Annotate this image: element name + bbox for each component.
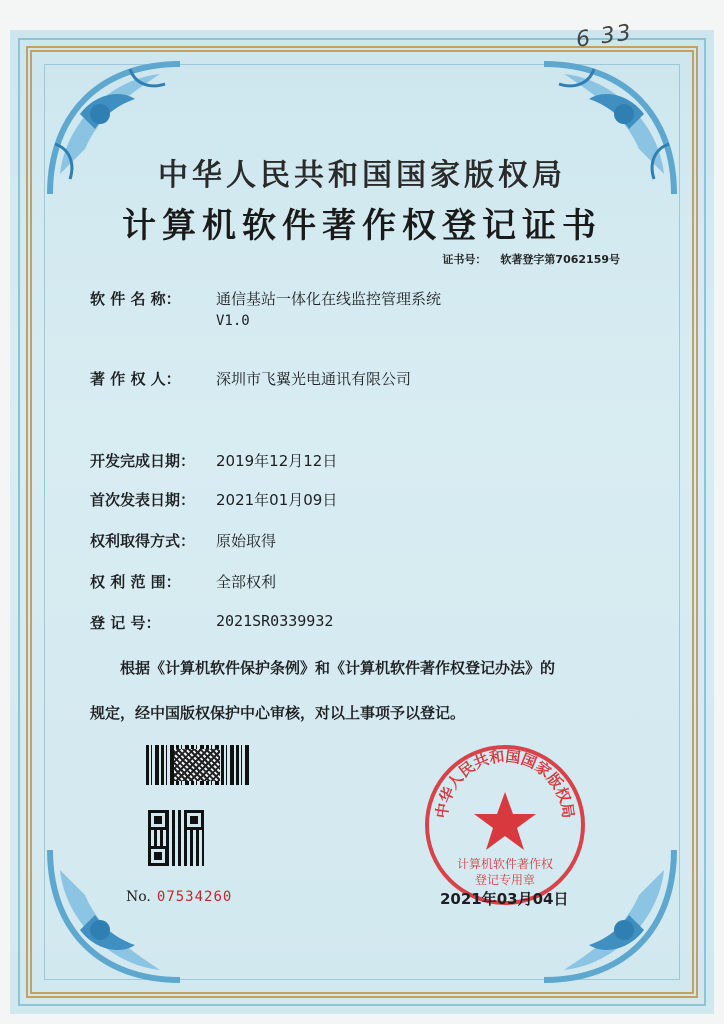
field-registration-number: [90, 612, 333, 633]
field-value: [216, 288, 441, 329]
seal-star-icon: [474, 792, 536, 850]
field-value: 深圳市飞翼光电通讯有限公司: [216, 370, 412, 388]
field-label: 软 件 名 称：: [90, 290, 181, 308]
field-value: 2021SR0339932: [216, 612, 334, 630]
barcode: [146, 745, 250, 785]
qr-code: [148, 810, 204, 866]
field-label: 首次发表日期：: [90, 491, 196, 509]
software-version: V1.0: [216, 313, 250, 329]
field-copyright-owner: [90, 368, 411, 389]
statement-line-2: 规定，经中国版权保护中心审核，对以上事项予以登记。: [90, 704, 466, 722]
field-label: 权利取得方式：: [90, 532, 196, 550]
statement: [90, 646, 642, 736]
field-rights-scope: [90, 571, 276, 592]
field-value: 全部权利: [216, 573, 277, 591]
field-software-name: [90, 288, 441, 329]
field-label: 著 作 权 人：: [90, 370, 181, 388]
field-value: 2021年01月09日: [216, 491, 338, 509]
field-publication-date: [90, 489, 337, 510]
field-label: 登 记 号：: [90, 614, 161, 632]
field-value: 原始取得: [216, 532, 277, 550]
serial-value: 07534260: [156, 889, 233, 905]
issuer-title: 中华人民共和国国家版权局: [158, 158, 566, 193]
cert-no-label: 证书号：: [442, 253, 487, 266]
certificate-title: 计算机软件著作权登记证书: [122, 206, 602, 246]
statement-line-1: 根据《计算机软件保护条例》和《计算机软件著作权登记办法》的: [120, 659, 556, 677]
field-label: 权 利 范 围：: [90, 573, 181, 591]
field-label: 开发完成日期：: [90, 452, 196, 470]
certificate-number: [442, 251, 620, 267]
field-acquisition-method: [90, 530, 276, 551]
field-value: 2019年12月12日: [216, 452, 338, 470]
seal-inner-line-2: 登记专用章: [474, 873, 536, 887]
qr-finder: [148, 810, 168, 830]
software-name: 通信基站一体化在线监控管理系统: [216, 290, 442, 308]
handwritten-note: 6 33: [574, 20, 635, 53]
serial-prefix: No.: [126, 889, 151, 905]
barcode-center-pattern: [174, 749, 220, 781]
serial-number: [126, 889, 232, 905]
qr-finder: [184, 810, 204, 830]
field-development-date: [90, 450, 337, 471]
official-seal: [420, 740, 590, 910]
seal-inner-line-1: 计算机软件著作权: [456, 857, 554, 871]
seal-ring-text: 中华人民共和国国家版权局: [432, 747, 578, 820]
cert-no-value: 软著登字第7062159号: [500, 253, 620, 266]
qr-finder: [148, 846, 168, 866]
issue-date: 2021年03月04日: [440, 890, 569, 908]
